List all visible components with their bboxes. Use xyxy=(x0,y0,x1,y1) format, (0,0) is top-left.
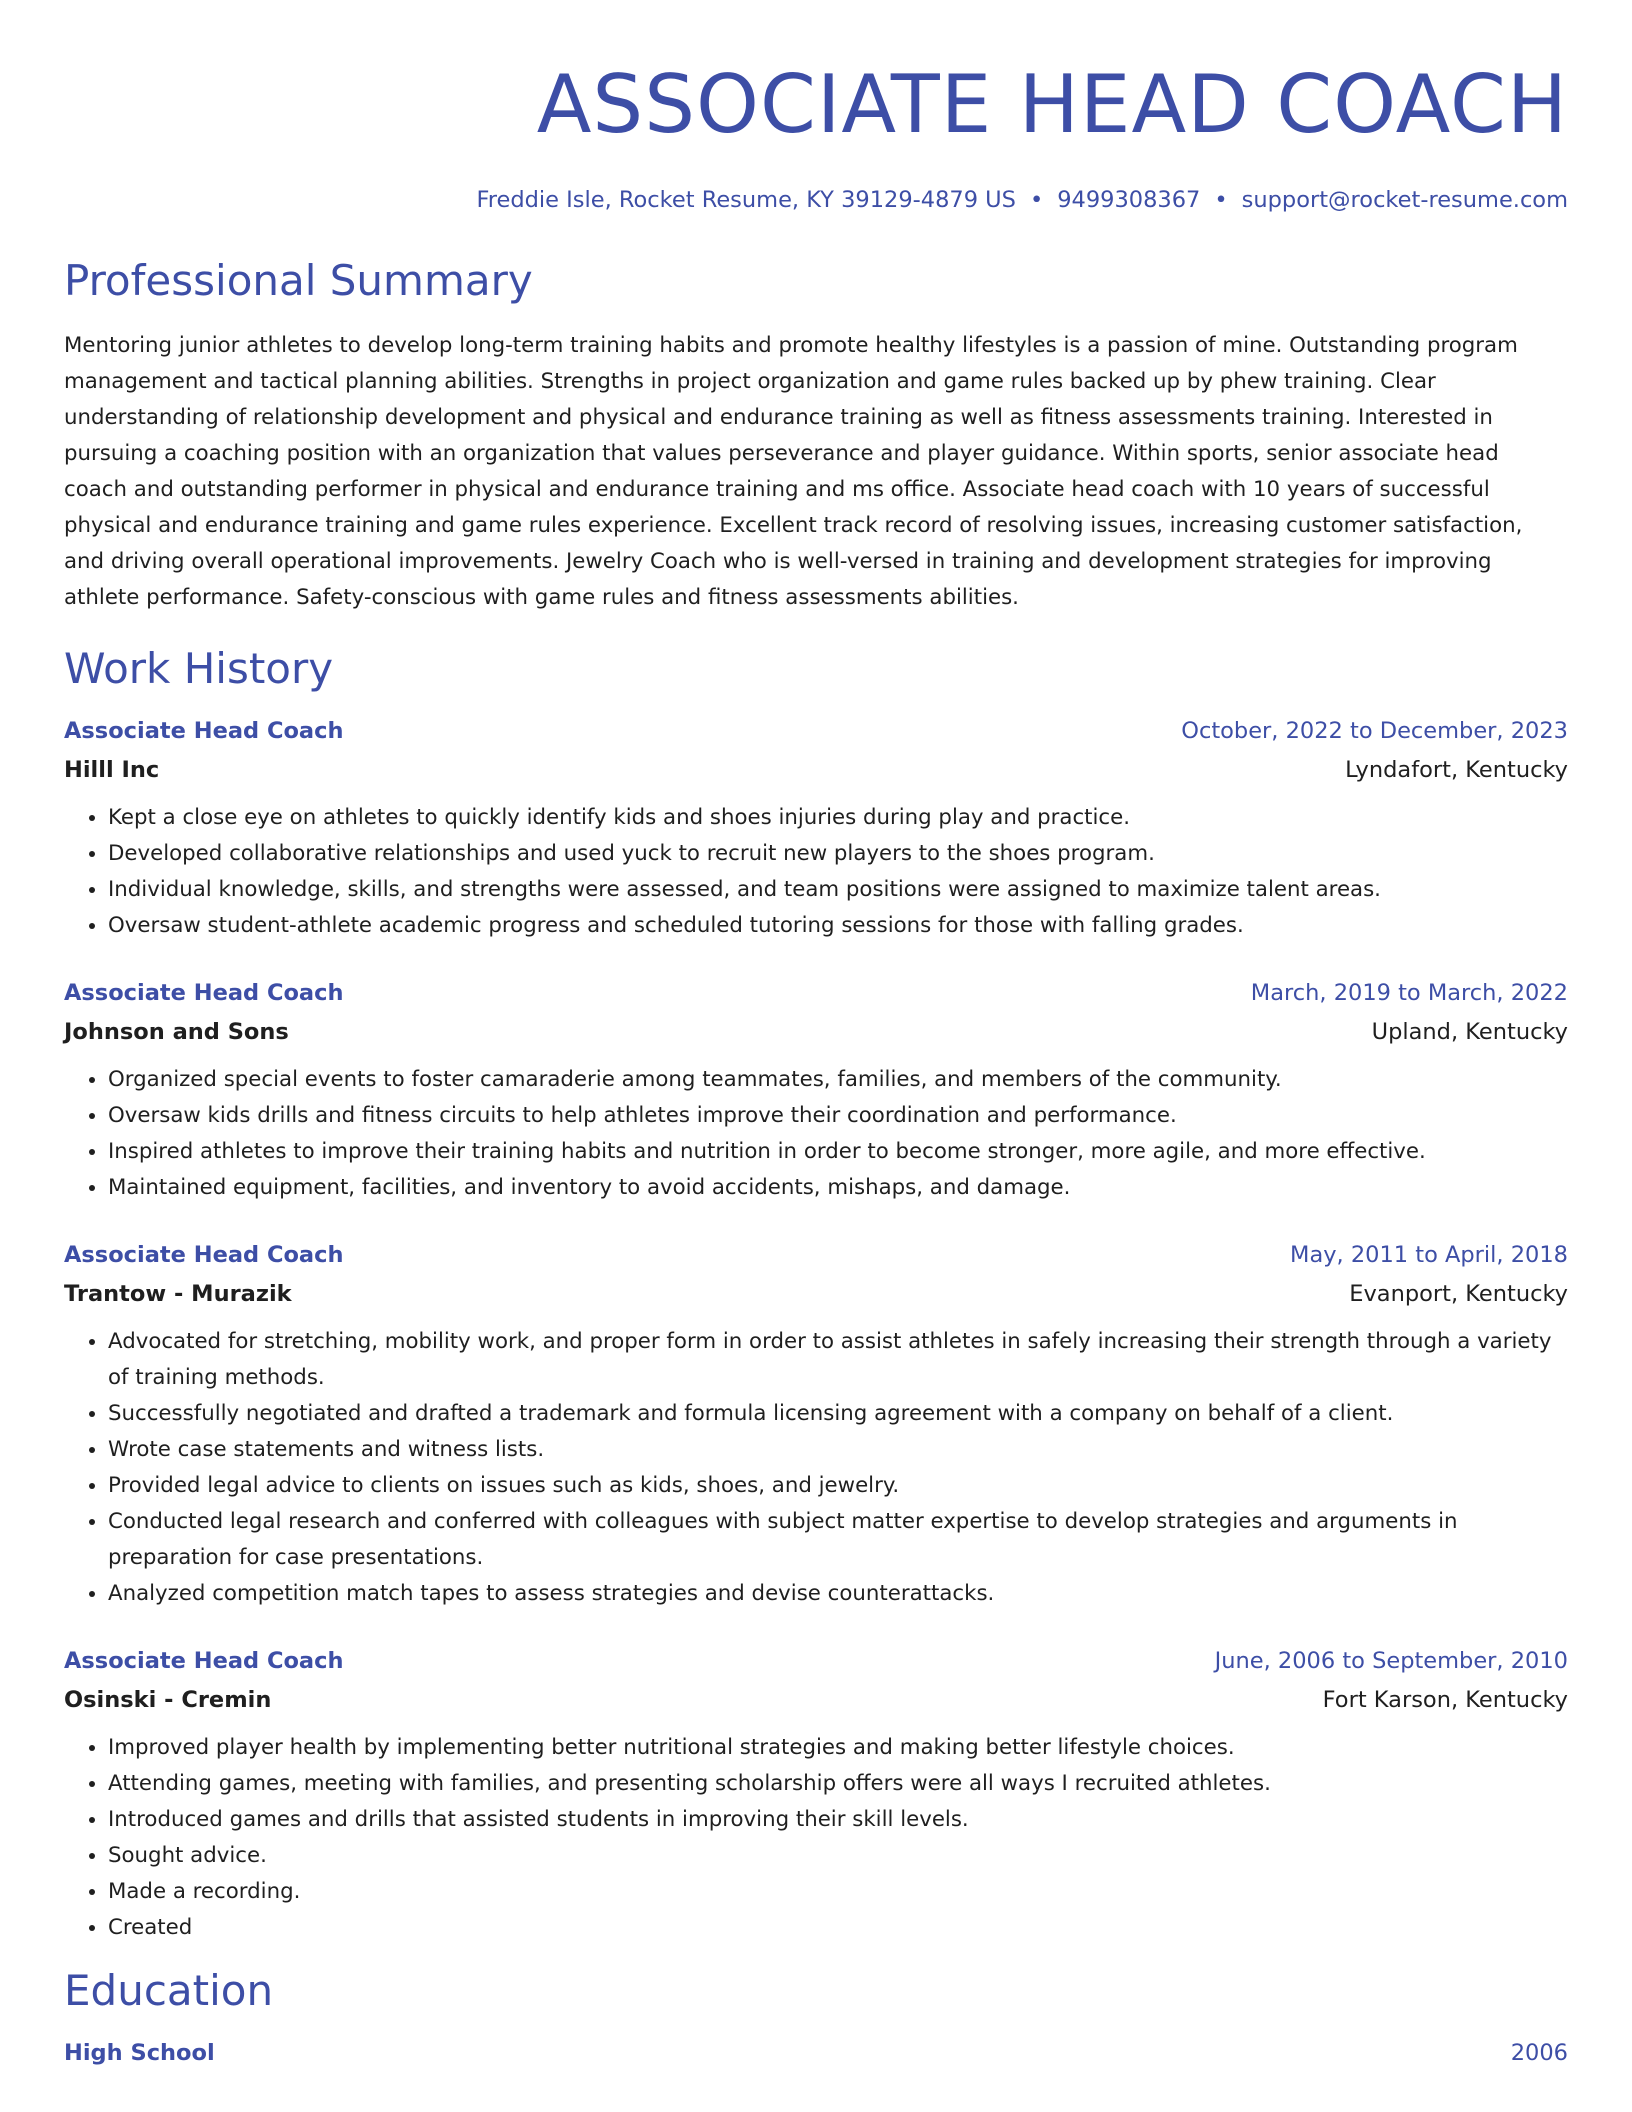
job-company-row xyxy=(64,1274,1568,1314)
job-entry xyxy=(64,712,1568,944)
education-year: 2006 xyxy=(1510,2040,1568,2066)
job-dates: March, 2019 to March, 2022 xyxy=(1250,980,1568,1006)
job-bullet: • Developed collaborative relationships and used yuck to recruit new players to the shoes program. xyxy=(108,836,1568,872)
job-company-row xyxy=(64,1012,1568,1052)
job-bullet: • Inspired athletes to improve their training habits and nutrition in order to become stronger, more agile, and more effective. xyxy=(108,1134,1568,1170)
job-company: Hilll Inc xyxy=(64,757,160,783)
job-bullet-list xyxy=(64,1730,1568,1946)
job-bullet: • Made a recording. xyxy=(108,1874,1568,1910)
job-company: Trantow - Murazik xyxy=(64,1281,292,1307)
job-title: Associate Head Coach xyxy=(64,1242,344,1268)
job-bullet: • Analyzed competition match tapes to assess strategies and devise counterattacks. xyxy=(108,1576,1568,1612)
job-bullet: • Created xyxy=(108,1910,1568,1946)
job-bullet: • Maintained equipment, facilities, and inventory to avoid accidents, mishaps, and damage. xyxy=(108,1170,1568,1206)
job-entry xyxy=(64,1236,1568,1612)
education-list xyxy=(64,2034,1568,2072)
job-title: Associate Head Coach xyxy=(64,980,344,1006)
summary-heading: Professional Summary xyxy=(64,256,533,305)
contact-email: support@rocket-resume.com xyxy=(1241,187,1568,213)
job-title: Associate Head Coach xyxy=(64,718,344,744)
job-bullet: • Oversaw student-athlete academic progress and scheduled tutoring sessions for those with falling grades. xyxy=(108,908,1568,944)
resume-title: ASSOCIATE HEAD COACH xyxy=(536,58,1568,151)
job-entry xyxy=(64,1642,1568,1946)
summary-text: Mentoring junior athletes to develop long-term training habits and promote healthy lifestyles is a passion of mine. Outstanding program management and tactical planning abilities. Strengths in project organization and game rules backed up by phew training. Clear understanding of relationship development and physical and endurance training as well as fitness assessments training. Interested in pursuing a coaching position with an organization that values perseverance and player guidance. Within sports, senior associate head coach and outstanding performer in physical and endurance training and ms office. Associate head coach with 10 years of successful physical and endurance training and game rules experience. Excellent track record of resolving issues, increasing customer satisfaction, and driving overall operational improvements. Jewelry Coach who is well-versed in training and development strategies for improving athlete performance. Safety-conscious with game rules and fitness assessments abilities. xyxy=(64,333,1523,610)
job-bullet: • Attending games, meeting with families, and presenting scholarship offers were all ways I recruited athletes. xyxy=(108,1766,1568,1802)
job-bullet-list xyxy=(64,1062,1568,1206)
work-history-heading: Work History xyxy=(64,644,334,693)
contact-line xyxy=(64,184,1568,216)
job-company-row xyxy=(64,1680,1568,1720)
job-company: Osinski - Cremin xyxy=(64,1687,272,1713)
job-list xyxy=(64,712,1568,1946)
job-bullet: • Provided legal advice to clients on issues such as kids, shoes, and jewelry. xyxy=(108,1468,1568,1504)
job-dates: June, 2006 to September, 2010 xyxy=(1214,1648,1568,1674)
job-title-row xyxy=(64,974,1568,1012)
job-dates: October, 2022 to December, 2023 xyxy=(1181,718,1568,744)
job-entry xyxy=(64,974,1568,1206)
job-company-row xyxy=(64,750,1568,790)
education-degree: High School xyxy=(64,2040,215,2066)
education-entry xyxy=(64,2034,1568,2072)
education-heading: Education xyxy=(64,1966,274,2015)
contact-separator: • xyxy=(1029,187,1044,213)
job-title-row xyxy=(64,1236,1568,1274)
job-bullet: • Improved player health by implementing better nutritional strategies and making better lifestyle choices. xyxy=(108,1730,1568,1766)
job-location: Lyndafort, Kentucky xyxy=(1345,757,1568,783)
contact-separator: • xyxy=(1214,187,1228,213)
job-bullet: • Introduced games and drills that assisted students in improving their skill levels. xyxy=(108,1802,1568,1838)
job-bullet: • Wrote case statements and witness lists. xyxy=(108,1432,1568,1468)
job-title-row xyxy=(64,1642,1568,1680)
job-bullet: • Organized special events to foster camaraderie among teammates, families, and members of the community. xyxy=(108,1062,1568,1098)
contact-phone: 9499308367 xyxy=(1057,187,1201,213)
job-title-row xyxy=(64,712,1568,750)
job-bullet: • Kept a close eye on athletes to quickly identify kids and shoes injuries during play and practice. xyxy=(108,800,1568,836)
job-title: Associate Head Coach xyxy=(64,1648,344,1674)
job-bullet-list xyxy=(64,800,1568,944)
job-bullet-list xyxy=(64,1324,1568,1612)
contact-address: Freddie Isle, Rocket Resume, KY 39129-4879 US xyxy=(476,187,1016,213)
job-bullet: • Oversaw kids drills and fitness circuits to help athletes improve their coordination and performance. xyxy=(108,1098,1568,1134)
job-bullet: • Conducted legal research and conferred with colleagues with subject matter expertise to develop strategies and arguments in preparation for case presentations. xyxy=(108,1504,1568,1576)
job-company: Johnson and Sons xyxy=(64,1019,289,1045)
job-bullet: • Individual knowledge, skills, and strengths were assessed, and team positions were assigned to maximize talent areas. xyxy=(108,872,1568,908)
job-bullet: • Sought advice. xyxy=(108,1838,1568,1874)
job-location: Evanport, Kentucky xyxy=(1349,1281,1568,1307)
job-dates: May, 2011 to April, 2018 xyxy=(1290,1242,1568,1268)
job-location: Fort Karson, Kentucky xyxy=(1322,1687,1568,1713)
job-bullet: • Successfully negotiated and drafted a trademark and formula licensing agreement with a company on behalf of a client. xyxy=(108,1396,1568,1432)
resume-header xyxy=(64,58,1568,216)
job-location: Upland, Kentucky xyxy=(1371,1019,1568,1045)
job-bullet: • Advocated for stretching, mobility work, and proper form in order to assist athletes in safely increasing their strength through a variety of training methods. xyxy=(108,1324,1568,1396)
